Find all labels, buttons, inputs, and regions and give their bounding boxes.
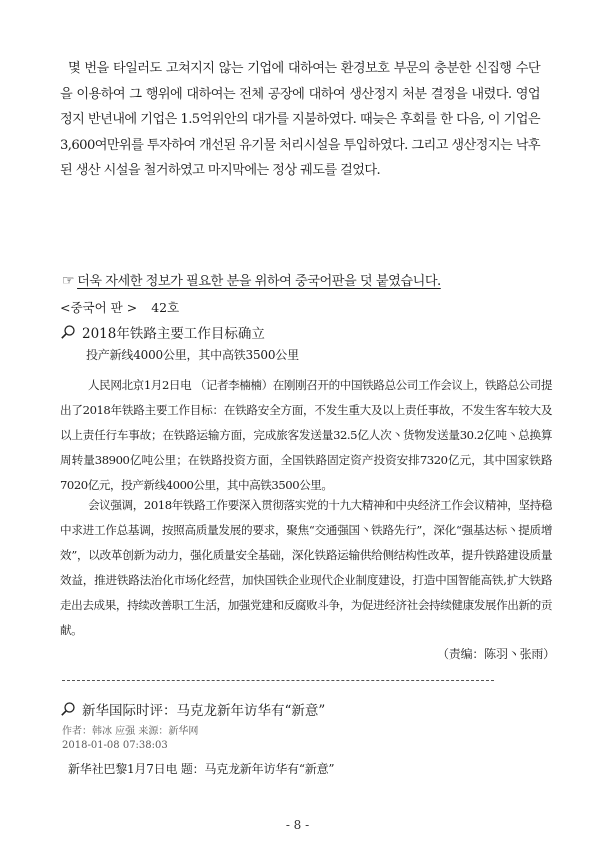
article-2-datetime: 2018-01-08 07:38:03: [62, 740, 168, 751]
edition-label: <중국어 판 >: [60, 300, 138, 315]
article-2-title: 新华国际时评：马克龙新年访华有“新意”: [82, 703, 326, 719]
article-2-dateline: 新华社巴黎1月7日电 题：马克龙新年访华有“新意”: [68, 762, 335, 776]
article-1-title: 2018年铁路主要工作目标确立: [82, 326, 265, 342]
notice-text: 더욱 자세한 정보가 필요한 분을 위하여 중국어판을 덧 붙였습니다.: [77, 274, 441, 289]
page-number: - 8 -: [285, 818, 310, 832]
edition-line: [60, 298, 179, 316]
pointing-hand-icon: ☞: [62, 273, 75, 289]
chinese-edition-notice: [62, 270, 532, 289]
magnifier-icon: [60, 324, 76, 340]
article-1-headline: [60, 322, 265, 342]
article-1-paragraph-2: 会议强调，2018年铁路工作要深入贯彻落实党的十九大精神和中央经济工作会议精神，坚持稳中求进工作总基调，按照高质量发展的要求，聚焦“交通强国丶铁路先行”，深化“强基达标丶提质增效”，以改革创新为动力，强化质量安全基础，深化铁路运输供给侧结构性改革，提升铁路建设质量效益，推进铁路法治化市场化经营，加快国铁企业现代企业制度建设，打造中国智能高铁,扩大铁路走出去成果，持续改善职工生活，加强党建和反腐败斗争，为促进经济社会持续健康发展作出新的贡献。: [60, 498, 552, 637]
edition-number: 42호: [151, 300, 180, 315]
article-2-headline: [60, 699, 325, 719]
article-1-editor: （责编：陈羽丶张雨）: [436, 647, 555, 661]
article-1-subtitle: 投产新线4000公里，其中高铁3500公里: [86, 348, 299, 362]
dashed-divider: [62, 680, 494, 681]
article-1-paragraph-1: 人民网北京1月2日电 （记者李楠楠）在刚刚召开的中国铁路总公司工作会议上，铁路总公司提出了2018年铁路主要工作目标：在铁路安全方面，不发生重大及以上责任事故，不发生客车较大及以上责任行车事故；在铁路运输方面，完成旅客发送量32.5亿人次丶货物发送量30.2亿吨丶总换算周转量38900亿吨公里；在铁路投资方面，全国铁路固定资产投资安排7320亿元，其中国家铁路7020亿元，投产新线4000公里，其中高铁3500公里。: [60, 378, 552, 492]
korean-paragraph: 몇 번을 타일러도 고쳐지지 않는 기업에 대하여는 환경보호 부문의 충분한 신집행 수단을 이용하여 그 행위에 대하여는 전체 공장에 대하여 생산정지 처분 결정을 내렸다. 영업정지 반년내에 기업은 1.5억위안의 대가를 지불하였다. 때늦은 후회를 한 다음, 이 기업은 3,600여만위를 투자하여 개선된 유기물 처리시설을 투입하였다. 그리고 생산정지는 낙후된 생산 시설을 철거하였고 마지막에는 정상 궤도를 걸었다.: [60, 61, 540, 178]
magnifier-icon: [60, 701, 76, 717]
article-2-byline: 作者：韩冰 应强 来源：新华网: [62, 726, 199, 737]
